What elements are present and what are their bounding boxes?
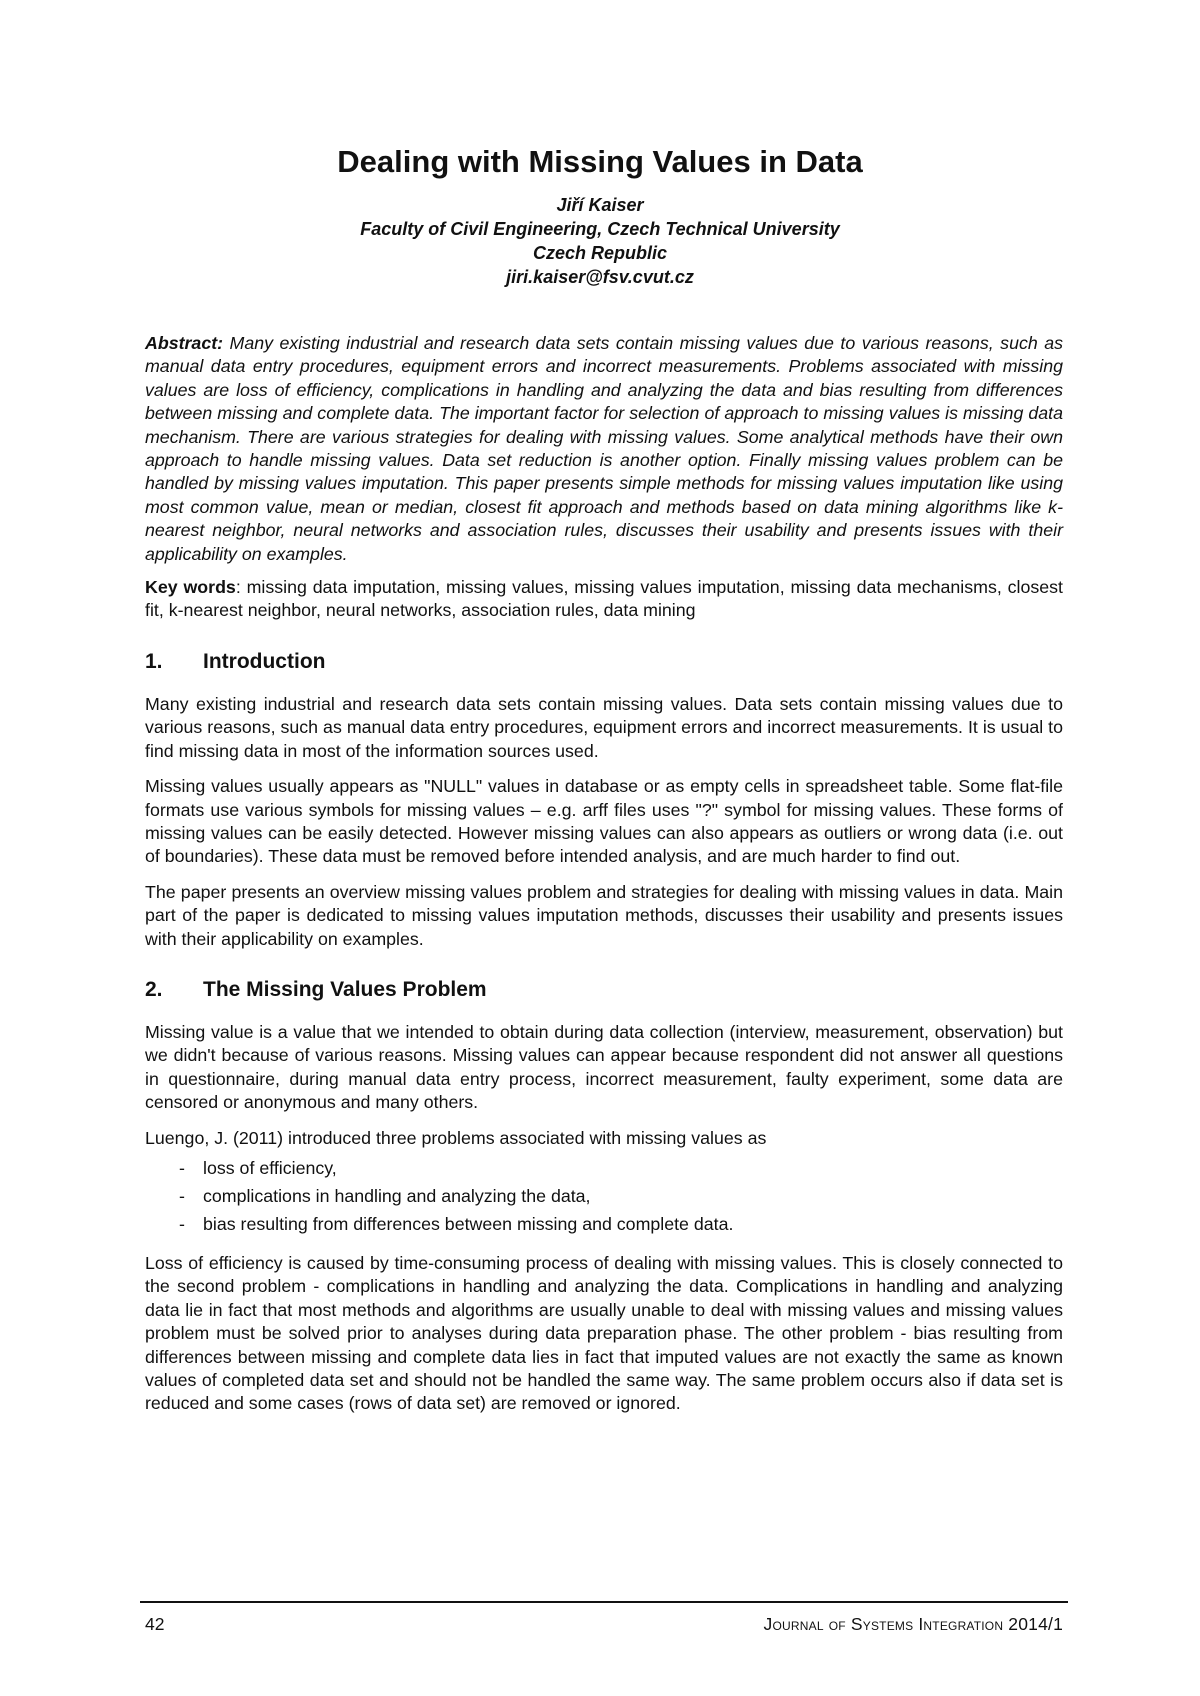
abstract [145, 332, 1063, 566]
page-footer [145, 1614, 1063, 1635]
list-item [179, 1154, 1063, 1182]
author-country: Czech Republic [532, 243, 668, 263]
list-dash: - [179, 1185, 185, 1206]
paper-title: Dealing with Missing Values in Data [337, 144, 863, 179]
list-item-text: complications in handling and analyzing the data, [203, 1185, 591, 1206]
section-number: 1. [145, 649, 163, 673]
abstract-label: Abstract: [145, 333, 224, 353]
list-dash: - [179, 1157, 185, 1178]
page-number: 42 [145, 1614, 165, 1634]
problems-list [179, 1154, 1063, 1238]
author-affiliation: Faculty of Civil Engineering, Czech Technical University [360, 219, 840, 239]
journal-name: Journal of Systems Integration 2014/1 [763, 1614, 1063, 1634]
list-dash: - [179, 1213, 185, 1234]
body-paragraph: Luengo, J. (2011) introduced three problems associated with missing values as [145, 1127, 767, 1148]
paper-body [145, 332, 1063, 1428]
author-block [0, 193, 1200, 289]
body-paragraph: Loss of efficiency is caused by time-consuming process of dealing with missing values. This is closely connected to the second problem - complications in handling and analyzing the data. Complications in handling and analyzing data lie in fact that most methods and algorithms are usually unable to deal with missing values and missing values problem must be solved prior to analyses during data preparation phase. The other problem - bias resulting from differences between missing and complete data lies in fact that imputed values are not exactly the same as known values of completed data set and should not be handled the same way. The same problem occurs also if data set is reduced and some cases (rows of data set) are removed or ignored. [145, 1252, 1063, 1414]
section-heading-introduction [145, 649, 1063, 675]
keywords-text: : missing data imputation, missing values, missing values imputation, missing data mechanisms, closest fit, k-nearest neighbor, neural networks, association rules, data mining [145, 577, 1063, 621]
list-item [179, 1182, 1063, 1210]
list-item [179, 1210, 1063, 1238]
section-heading-missing-values-problem [145, 977, 1063, 1003]
list-item-text: bias resulting from differences between missing and complete data. [203, 1213, 734, 1234]
section-title: The Missing Values Problem [203, 977, 487, 1001]
footer-divider [140, 1601, 1068, 1603]
author-name: Jiří Kaiser [556, 195, 644, 215]
abstract-text: Many existing industrial and research data sets contain missing values due to various reasons, such as manual data entry procedures, equipment errors and incorrect measurements. Problems associated with missing values are loss of efficiency, complications in handling and analyzing the data and bias resulting from differences between missing and complete data. The important factor for selection of approach to missing values is missing data mechanism. There are various strategies for dealing with missing values. Some analytical methods have their own approach to handle missing values. Data set reduction is another option. Finally missing values problem can be handled by missing values imputation. This paper presents simple methods for missing values imputation like using most common value, mean or median, closest fit approach and methods based on data mining algorithms like k-nearest neighbor, neural networks and association rules, discusses their usability and presents issues with their applicability on examples. [145, 333, 1063, 564]
section-number: 2. [145, 977, 163, 1001]
keywords-label: Key words [145, 577, 236, 598]
keywords [145, 576, 1063, 623]
author-email: jiri.kaiser@fsv.cvut.cz [506, 267, 694, 287]
section-title: Introduction [203, 649, 326, 673]
intro-paragraph: Missing values usually appears as "NULL" values in database or as empty cells in spreadsheet table. Some flat-file formats use various symbols for missing values – e.g. arff files uses "?" symbol for missing values. These forms of missing values can be easily detected. However missing values can also appears as outliers or wrong data (i.e. out of boundaries). These data must be removed before intended analysis, and are much harder to find out. [145, 776, 1063, 867]
intro-paragraph: The paper presents an overview missing values problem and strategies for dealing with missing values in data. Main part of the paper is dedicated to missing values imputation methods, discusses their usability and presents issues with their applicability on examples. [145, 881, 1063, 949]
body-paragraph: Missing value is a value that we intended to obtain during data collection (interview, measurement, observation) but we didn't because of various reasons. Missing values can appear because respondent did not answer all questions in questionnaire, during manual data entry process, incorrect measurement, faulty experiment, some data are censored or anonymous and many others. [145, 1021, 1063, 1113]
intro-paragraph: Many existing industrial and research data sets contain missing values. Data sets contain missing values due to various reasons, such as manual data entry procedures, equipment errors and incorrect measurements. It is usual to find missing data in most of the information sources used. [145, 693, 1063, 761]
list-item-text: loss of efficiency, [203, 1157, 337, 1178]
